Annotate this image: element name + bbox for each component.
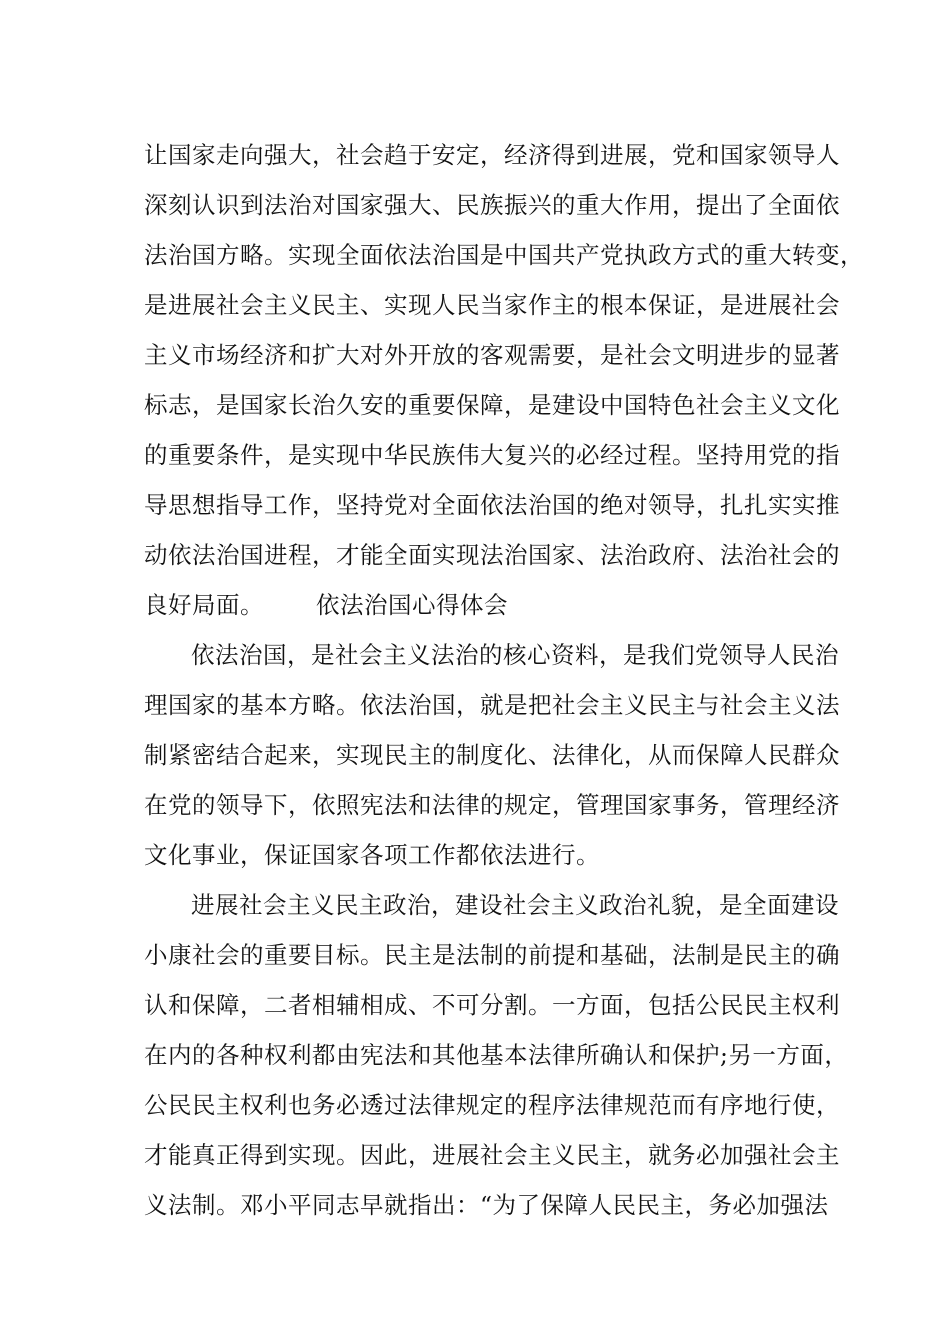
text-line: 标志，是国家长治久安的重要保障，是建设中国特色社会主义文化 <box>144 391 840 419</box>
text-line: 理国家的基本方略。依法治国，就是把社会主义民主与社会主义法 <box>144 691 840 719</box>
text-line: 文化事业，保证国家各项工作都依法进行。 <box>144 841 600 869</box>
text-line: 动依法治国进程，才能全面实现法治国家、法治政府、法治社会的 <box>144 541 840 569</box>
paragraph-first-line: 依法治国，是社会主义法治的核心资料，是我们党领导人民治 <box>191 641 839 669</box>
text-line: 才能真正得到实现。因此，进展社会主义民主，就务必加强社会主 <box>144 1141 840 1169</box>
text-line: 导思想指导工作，坚持党对全面依法治国的绝对领导，扎扎实实推 <box>144 491 840 519</box>
text-line: 是进展社会主义民主、实现人民当家作主的根本保证，是进展社会 <box>144 291 840 319</box>
text-line: 公民民主权利也务必透过法律规定的程序法律规范而有序地行使， <box>144 1091 840 1119</box>
text-line: 在内的各种权利都由宪法和其他基本法律所确认和保护;另一方面， <box>144 1041 849 1069</box>
text-line: 深刻认识到法治对国家强大、民族振兴的重大作用，提出了全面依 <box>144 191 840 219</box>
text-line: 义法制。邓小平同志早就指出：“为了保障人民民主，务必加强法 <box>144 1191 829 1219</box>
text-line: 小康社会的重要目标。民主是法制的前提和基础，法制是民主的确 <box>144 941 840 969</box>
document-body <box>144 130 864 1230</box>
text-line: 法治国方略。实现全面依法治国是中国共产党执政方式的重大转变， <box>144 241 864 269</box>
paragraph-first-line: 进展社会主义民主政治，建设社会主义政治礼貌，是全面建设 <box>191 891 839 919</box>
text-line: 认和保障，二者相辅相成、不可分割。一方面，包括公民民主权利 <box>144 991 840 1019</box>
text-line: 主义市场经济和扩大对外开放的客观需要，是社会文明进步的显著 <box>144 341 840 369</box>
closing-and-title-line <box>144 580 844 630</box>
text-line: 让国家走向强大，社会趋于安定，经济得到进展，党和国家领导人 <box>144 141 840 169</box>
text-line: 在党的领导下，依照宪法和法律的规定，管理国家事务，管理经济 <box>144 791 840 819</box>
section-title: 依法治国心得体会 <box>316 591 508 619</box>
text-line: 制紧密结合起来，实现民主的制度化、法律化，从而保障人民群众 <box>144 741 840 769</box>
text-line: 的重要条件，是实现中华民族伟大复兴的必经过程。坚持用党的指 <box>144 441 840 469</box>
closing-text: 良好局面。 <box>144 591 264 619</box>
